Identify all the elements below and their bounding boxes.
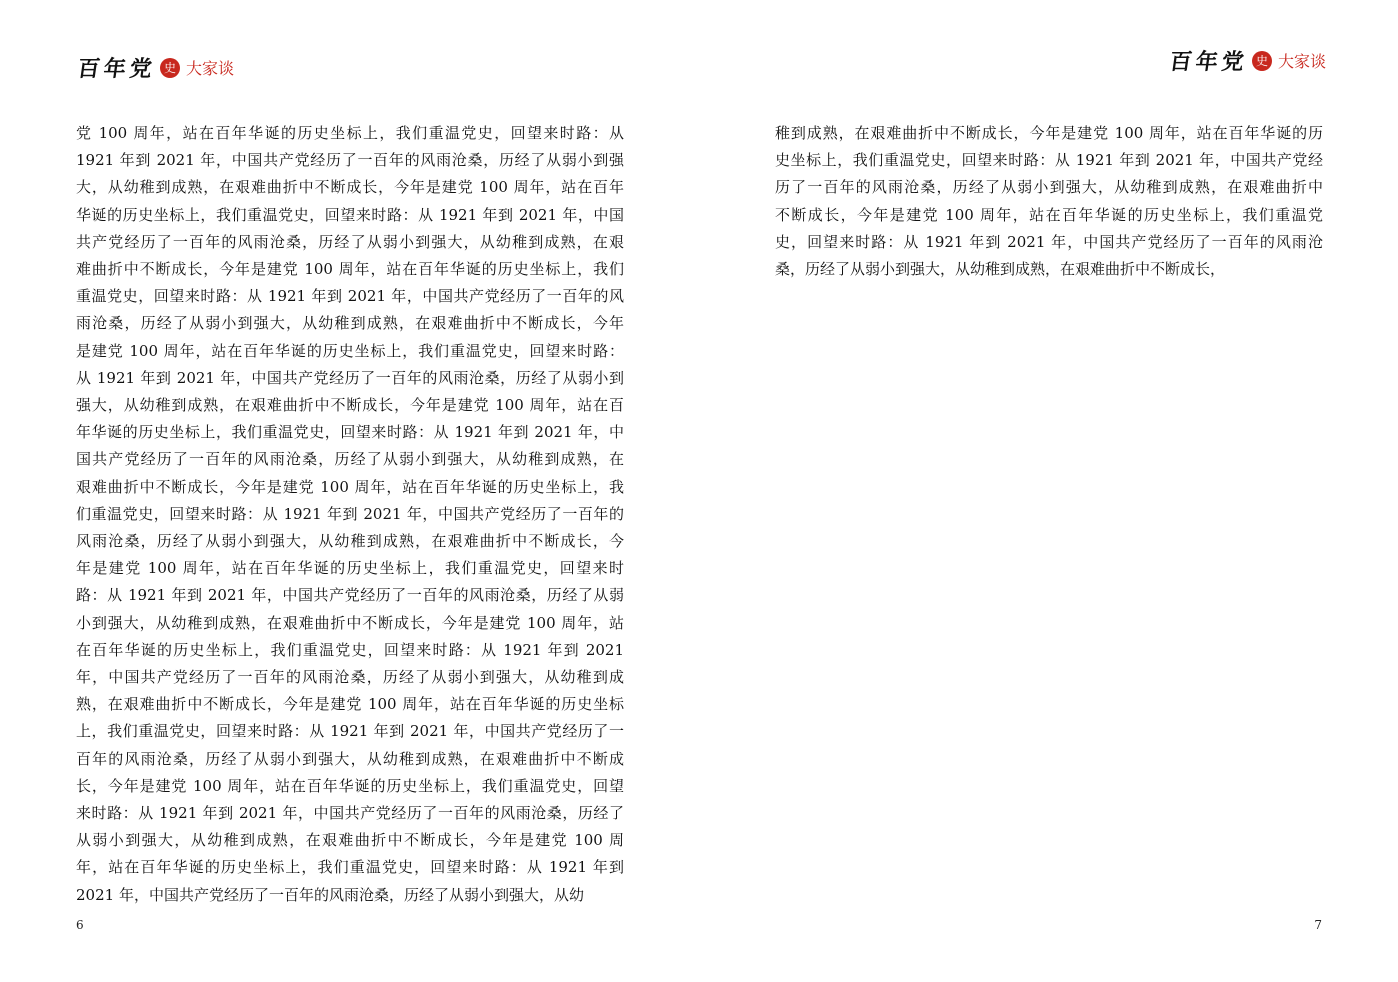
logo-sub-text: 大家谈 xyxy=(186,59,235,78)
text-line: 年华诞的历史坐标上，我们重温党史，回望来时路：从 1921 年到 2021 年，中 xyxy=(76,423,624,442)
header-logo xyxy=(75,52,235,83)
text-line: 华诞的历史坐标上，我们重温党史，回望来时路：从 1921 年到 2021 年，中国 xyxy=(76,205,624,224)
text-line: 来时路：从 1921 年到 2021 年，中国共产党经历了一百年的风雨沧桑，历经了 xyxy=(76,804,624,823)
text-line: 是建党 100 周年，站在百年华诞的历史坐标上，我们重温党史，回望来时路： xyxy=(76,341,624,360)
text-line: 风雨沧桑，历经了从弱小到强大，从幼稚到成熟，在艰难曲折中不断成长，今 xyxy=(76,532,624,551)
text-line: 小到强大，从幼稚到成熟，在艰难曲折中不断成长，今年是建党 100 周年，站 xyxy=(76,613,624,632)
right-page xyxy=(699,0,1398,982)
logo-main-text: 百年党 xyxy=(1167,49,1250,75)
text-line: 党 100 周年，站在百年华诞的历史坐标上，我们重温党史，回望来时路：从 xyxy=(76,124,624,142)
text-line: 不断成长，今年是建党 100 周年，站在百年华诞的历史坐标上，我们重温党 xyxy=(775,205,1323,224)
text-line: 长，今年是建党 100 周年，站在百年华诞的历史坐标上，我们重温党史，回望 xyxy=(76,776,624,795)
text-line: 上，我们重温党史，回望来时路：从 1921 年到 2021 年，中国共产党经历了一 xyxy=(76,722,624,741)
text-line: 重温党史，回望来时路：从 1921 年到 2021 年，中国共产党经历了一百年的风 xyxy=(76,287,624,306)
text-line: 大，从幼稚到成熟，在艰难曲折中不断成长，今年是建党 100 周年，站在百年 xyxy=(76,178,624,197)
header-logo xyxy=(1167,45,1326,76)
text-line: 雨沧桑，历经了从弱小到强大，从幼稚到成熟，在艰难曲折中不断成长，今年 xyxy=(76,314,624,333)
body-text xyxy=(76,120,624,912)
page-number: 6 xyxy=(76,918,84,932)
text-line: 史，回望来时路：从 1921 年到 2021 年，中国共产党经历了一百年的风雨沧 xyxy=(775,232,1323,251)
page-number: 7 xyxy=(1314,918,1322,932)
text-line: 2021 年，中国共产党经历了一百年的风雨沧桑，历经了从弱小到强大，从幼 xyxy=(76,885,584,904)
text-line: 路：从 1921 年到 2021 年，中国共产党经历了一百年的风雨沧桑，历经了从弱 xyxy=(76,586,624,605)
text-line: 们重温党史，回望来时路：从 1921 年到 2021 年，中国共产党经历了一百年的 xyxy=(76,504,624,523)
text-line: 难曲折中不断成长，今年是建党 100 周年，站在百年华诞的历史坐标上，我们 xyxy=(76,260,624,279)
text-line: 在百年华诞的历史坐标上，我们重温党史，回望来时路：从 1921 年到 2021 xyxy=(76,640,624,659)
text-line: 艰难曲折中不断成长，今年是建党 100 周年，站在百年华诞的历史坐标上，我 xyxy=(76,477,624,496)
text-line: 强大，从幼稚到成熟，在艰难曲折中不断成长，今年是建党 100 周年，站在百 xyxy=(76,396,624,415)
text-line: 桑，历经了从弱小到强大，从幼稚到成熟，在艰难曲折中不断成长， xyxy=(775,260,1226,279)
text-line: 历了一百年的风雨沧桑，历经了从弱小到强大，从幼稚到成熟，在艰难曲折中 xyxy=(775,178,1323,197)
text-line: 年是建党 100 周年，站在百年华诞的历史坐标上，我们重温党史，回望来时 xyxy=(76,559,624,578)
text-line: 史坐标上，我们重温党史，回望来时路：从 1921 年到 2021 年，中国共产党经 xyxy=(775,151,1323,170)
text-line: 年，站在百年华诞的历史坐标上，我们重温党史，回望来时路：从 1921 年到 xyxy=(76,858,624,877)
text-line: 从 1921 年到 2021 年，中国共产党经历了一百年的风雨沧桑，历经了从弱小到 xyxy=(76,368,624,387)
text-line: 1921 年到 2021 年，中国共产党经历了一百年的风雨沧桑，历经了从弱小到强 xyxy=(76,151,624,170)
text-line: 百年的风雨沧桑，历经了从弱小到强大，从幼稚到成熟，在艰难曲折中不断成 xyxy=(76,749,624,768)
logo-main-text: 百年党 xyxy=(75,56,158,82)
text-line: 国共产党经历了一百年的风雨沧桑，历经了从弱小到强大，从幼稚到成熟，在 xyxy=(76,450,624,469)
text-line: 年，中国共产党经历了一百年的风雨沧桑，历经了从弱小到强大，从幼稚到成 xyxy=(76,668,624,687)
logo-seal: 史 xyxy=(1252,51,1272,71)
logo-sub-text: 大家谈 xyxy=(1277,52,1326,71)
logo-seal: 史 xyxy=(160,58,180,78)
body-text xyxy=(775,120,1323,320)
text-line: 共产党经历了一百年的风雨沧桑，历经了从弱小到强大，从幼稚到成熟，在艰 xyxy=(76,232,624,251)
text-line: 从弱小到强大，从幼稚到成熟，在艰难曲折中不断成长，今年是建党 100 周 xyxy=(76,831,624,850)
text-line: 稚到成熟，在艰难曲折中不断成长，今年是建党 100 周年，站在百年华诞的历 xyxy=(775,124,1323,142)
text-line: 熟，在艰难曲折中不断成长，今年是建党 100 周年，站在百年华诞的历史坐标 xyxy=(76,695,624,714)
